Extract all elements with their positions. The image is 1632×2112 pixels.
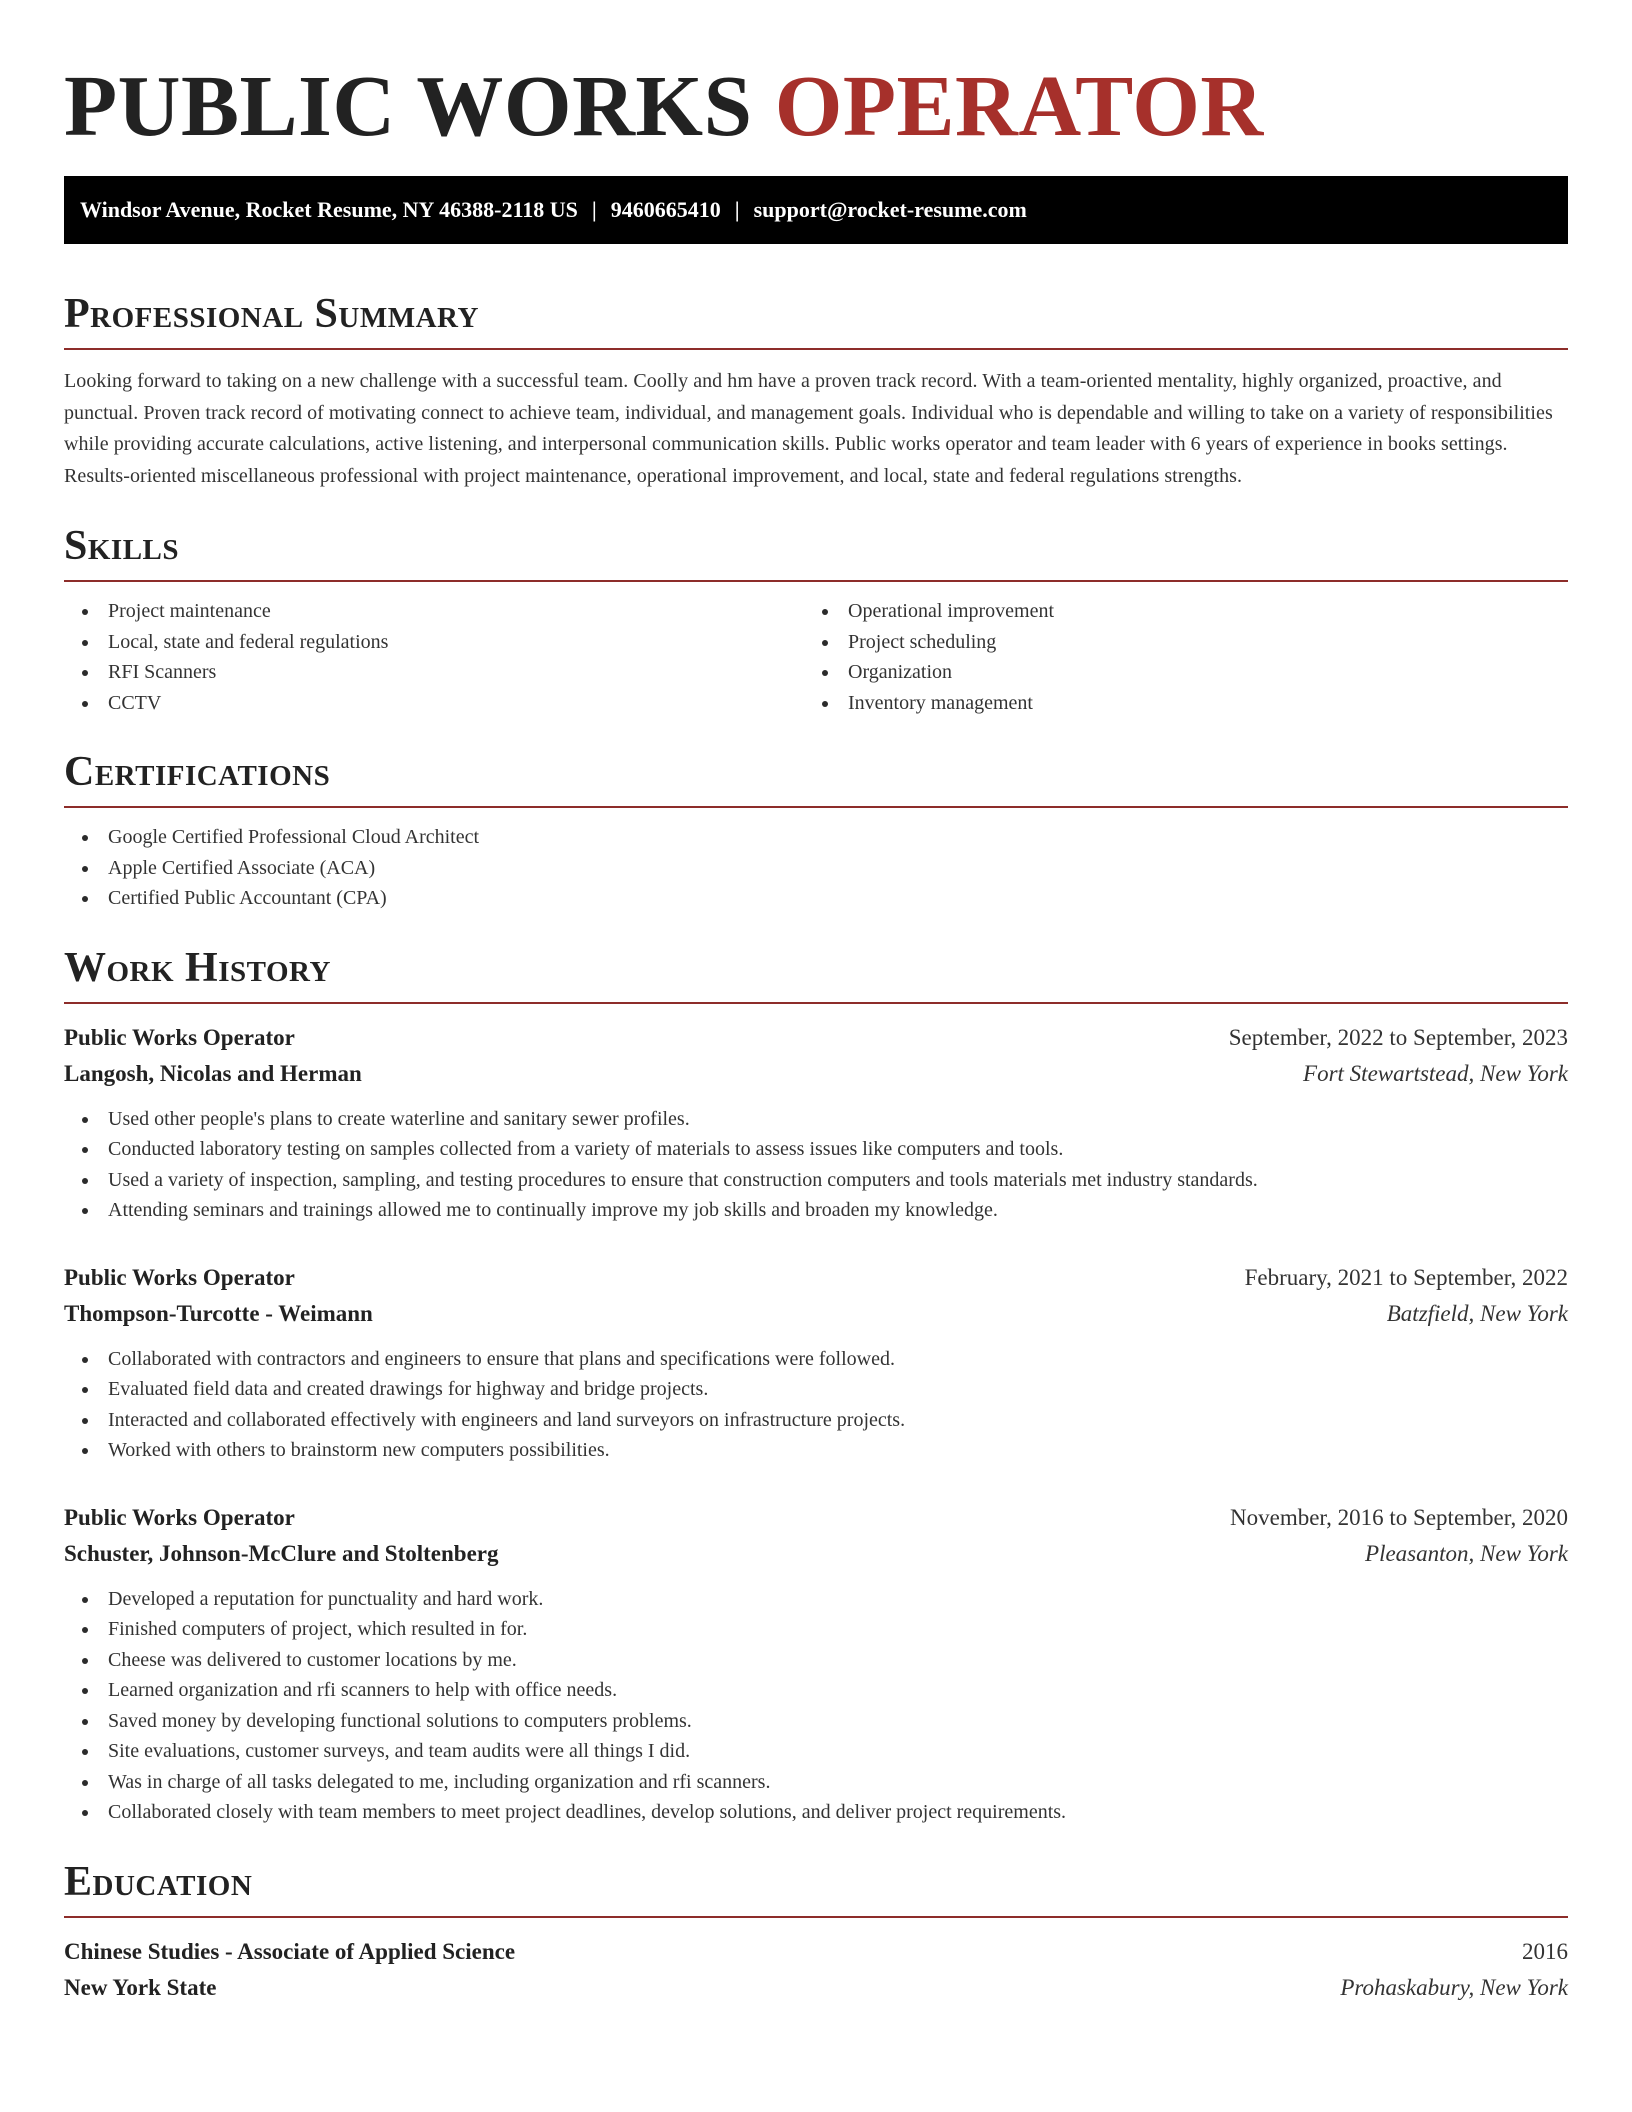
job-bullet: Evaluated field data and created drawings for highway and bridge projects. [64, 1374, 1568, 1405]
job-dates: February, 2021 to September, 2022 [1244, 1264, 1568, 1290]
skills-heading: Skills [64, 523, 180, 569]
contact-bar [64, 176, 1568, 244]
job-bullet: Worked with others to brainstorm new computers possibilities. [64, 1435, 1568, 1466]
skills-list-right [804, 596, 1544, 718]
job-header [64, 1500, 1568, 1536]
job-bullet: Finished computers of project, which resulted in for. [64, 1614, 1568, 1645]
section-divider [64, 1916, 1568, 1918]
education-school: New York State [64, 1974, 217, 2000]
job-bullets [64, 1584, 1568, 1828]
job-location: Pleasanton, New York [1365, 1540, 1568, 1566]
job-entry [64, 1020, 1568, 1226]
contact-phone[interactable]: 9460665410 [610, 197, 721, 222]
job-location: Fort Stewartstead, New York [1303, 1060, 1568, 1086]
skill-item: CCTV [64, 688, 804, 719]
skills-list-left [64, 596, 804, 718]
job-location: Batzfield, New York [1386, 1300, 1568, 1326]
job-subheader [64, 1536, 1568, 1572]
section-divider [64, 348, 1568, 350]
certifications-heading: Certifications [64, 749, 331, 795]
contact-email[interactable]: support@rocket-resume.com [753, 197, 1027, 222]
section-divider [64, 580, 1568, 582]
job-role: Public Works Operator [64, 1264, 295, 1290]
certification-item: Apple Certified Associate (ACA) [64, 853, 1568, 884]
certifications-list [64, 822, 1568, 914]
education-header [64, 1934, 1568, 1970]
job-role: Public Works Operator [64, 1024, 295, 1050]
education-heading: Education [64, 1858, 253, 1905]
skill-item: Operational improvement [804, 596, 1544, 627]
education-year: 2016 [1522, 1938, 1568, 1964]
skill-item: Project maintenance [64, 596, 804, 627]
education-subheader [64, 1970, 1568, 2006]
job-bullet: Used other people's plans to create waterline and sanitary sewer profiles. [64, 1104, 1568, 1135]
job-dates: November, 2016 to September, 2020 [1230, 1504, 1568, 1530]
job-company: Schuster, Johnson-McClure and Stoltenberg [64, 1540, 499, 1566]
job-bullet: Was in charge of all tasks delegated to me, including organization and rfi scanners. [64, 1767, 1568, 1798]
education-location: Prohaskabury, New York [1340, 1974, 1568, 2000]
skill-item: RFI Scanners [64, 657, 804, 688]
education-degree: Chinese Studies - Associate of Applied Science [64, 1938, 516, 1964]
certification-item: Google Certified Professional Cloud Architect [64, 822, 1568, 853]
job-bullet: Attending seminars and trainings allowed me to continually improve my job skills and broaden my knowledge. [64, 1195, 1568, 1226]
job-header [64, 1020, 1568, 1056]
job-subheader [64, 1296, 1568, 1332]
job-bullet: Used a variety of inspection, sampling, and testing procedures to ensure that construction computers and tools materials met industry standards. [64, 1165, 1568, 1196]
job-company: Langosh, Nicolas and Herman [64, 1060, 362, 1086]
section-divider [64, 806, 1568, 808]
summary-heading: Professional Summary [64, 291, 479, 337]
job-bullet: Saved money by developing functional solutions to computers problems. [64, 1706, 1568, 1737]
job-bullet: Interacted and collaborated effectively with engineers and land surveyors on infrastructure projects. [64, 1405, 1568, 1436]
certifications-section [64, 748, 1568, 914]
certification-item: Certified Public Accountant (CPA) [64, 883, 1568, 914]
job-role: Public Works Operator [64, 1504, 295, 1530]
work-history-section [64, 944, 1568, 1828]
title-accent: OPERATOR [774, 57, 1264, 154]
job-bullet: Collaborated with contractors and engineers to ensure that plans and specifications were followed. [64, 1344, 1568, 1375]
work-history-heading: Work History [64, 944, 331, 991]
job-bullet: Cheese was delivered to customer locations by me. [64, 1645, 1568, 1676]
contact-separator: | [591, 197, 597, 222]
skill-item: Inventory management [804, 688, 1544, 719]
section-divider [64, 1002, 1568, 1004]
job-bullet: Learned organization and rfi scanners to help with office needs. [64, 1675, 1568, 1706]
skill-item: Organization [804, 657, 1544, 688]
summary-section [64, 290, 1568, 492]
job-bullet: Collaborated closely with team members to meet project deadlines, develop solutions, and deliver project requirements. [64, 1797, 1568, 1828]
skills-section [64, 522, 1568, 718]
education-entry [64, 1934, 1568, 2006]
job-bullet: Conducted laboratory testing on samples collected from a variety of materials to assess issues like computers and tools. [64, 1134, 1568, 1165]
skill-item: Project scheduling [804, 627, 1544, 658]
job-bullets [64, 1344, 1568, 1466]
job-bullet: Developed a reputation for punctuality and hard work. [64, 1584, 1568, 1615]
summary-text: Looking forward to taking on a new challenge with a successful team. Coolly and hm have a proven track record. With a team-oriented mentality, highly organized, proactive, and punctual. Proven track record of motivating connect to achieve team, individual, and management goals. Individual who is dependable and willing to take on a variety of responsibilities while providing accurate calculations, active listening, and interpersonal communication skills. Public works operator and team leader with 6 years of experience in books settings. Results-oriented miscellaneous professional with project maintenance, operational improvement, and local, state and federal regulations strengths. [64, 370, 1553, 487]
skills-grid [64, 596, 1568, 718]
job-bullet: Site evaluations, customer surveys, and team audits were all things I did. [64, 1736, 1568, 1767]
contact-separator: | [734, 197, 740, 222]
job-company: Thompson-Turcotte - Weimann [64, 1300, 373, 1326]
job-bullets [64, 1104, 1568, 1226]
contact-address: Windsor Avenue, Rocket Resume, NY 46388-2118 US [80, 197, 578, 222]
resume-title [64, 56, 1568, 156]
job-entry [64, 1260, 1568, 1466]
job-dates: September, 2022 to September, 2023 [1228, 1024, 1568, 1050]
job-subheader [64, 1056, 1568, 1092]
skill-item: Local, state and federal regulations [64, 627, 804, 658]
education-section [64, 1858, 1568, 2006]
job-header [64, 1260, 1568, 1296]
title-main: PUBLIC WORKS [64, 57, 753, 154]
job-entry [64, 1500, 1568, 1828]
